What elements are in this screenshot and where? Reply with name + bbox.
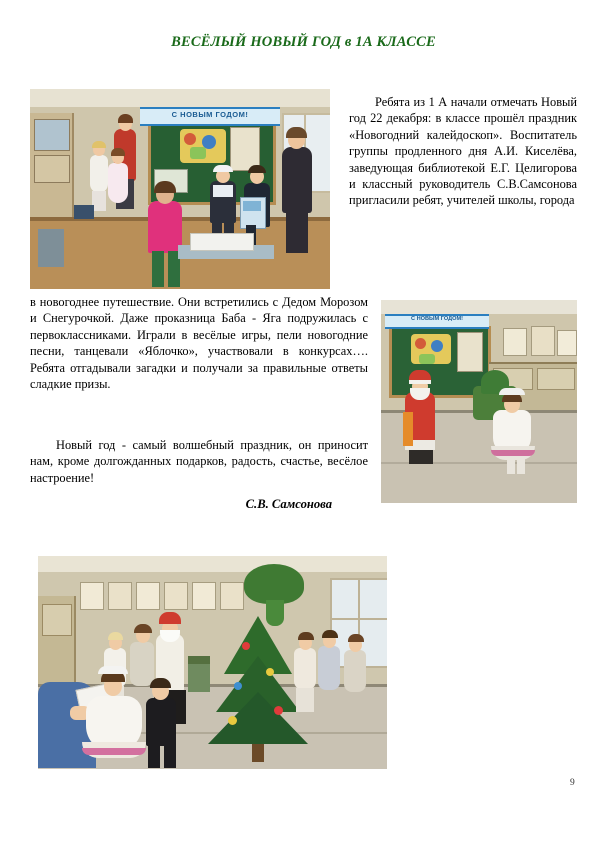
author-signature: С.В. Самсонова bbox=[245, 497, 332, 511]
page-title: ВЕСЁЛЫЙ НОВЫЙ ГОД в 1А КЛАССЕ bbox=[171, 34, 436, 50]
photo-santa-girl bbox=[381, 300, 577, 503]
paragraph-body-2: Новый год - самый волшебный праздник, он приносит нам, кроме долгожданных подарков, радость, счастье, весёлое настроение! bbox=[30, 438, 368, 485]
banner-label-2: С НОВЫМ ГОДОМ! bbox=[411, 316, 463, 322]
photo-classroom-party bbox=[30, 89, 330, 289]
paragraph-intro: Ребята из 1 А начали отмечать Новый год 22 декабря: в классе прошёл праздник «Новогодний калейдоскоп». Воспитатель группы продленного дня А.И. Киселёва, заведующая библиотекой Е.Г. Целигорова и классный руководитель С.В.Самсонова пригласили ребят, учителей школы, города bbox=[349, 95, 577, 208]
photo-tree-dance bbox=[38, 556, 387, 769]
paragraph-body-1: в новогоднее путешествие. Они встретились с Дедом Морозом и Снегурочкой. Даже проказница Баба - Яга подружилась с первоклассниками. Играли в весёлые игры, пели новогодние песни, танцевали «Яблочко», участвовали в конкурсах…. Ребята отгадывали загадки и получали за правильные ответы сладкие призы. bbox=[30, 295, 368, 392]
banner-text-2 bbox=[385, 314, 489, 325]
banner-label: С НОВЫМ ГОДОМ! bbox=[171, 110, 249, 119]
page-number: 9 bbox=[570, 778, 575, 788]
banner-text bbox=[140, 107, 280, 122]
